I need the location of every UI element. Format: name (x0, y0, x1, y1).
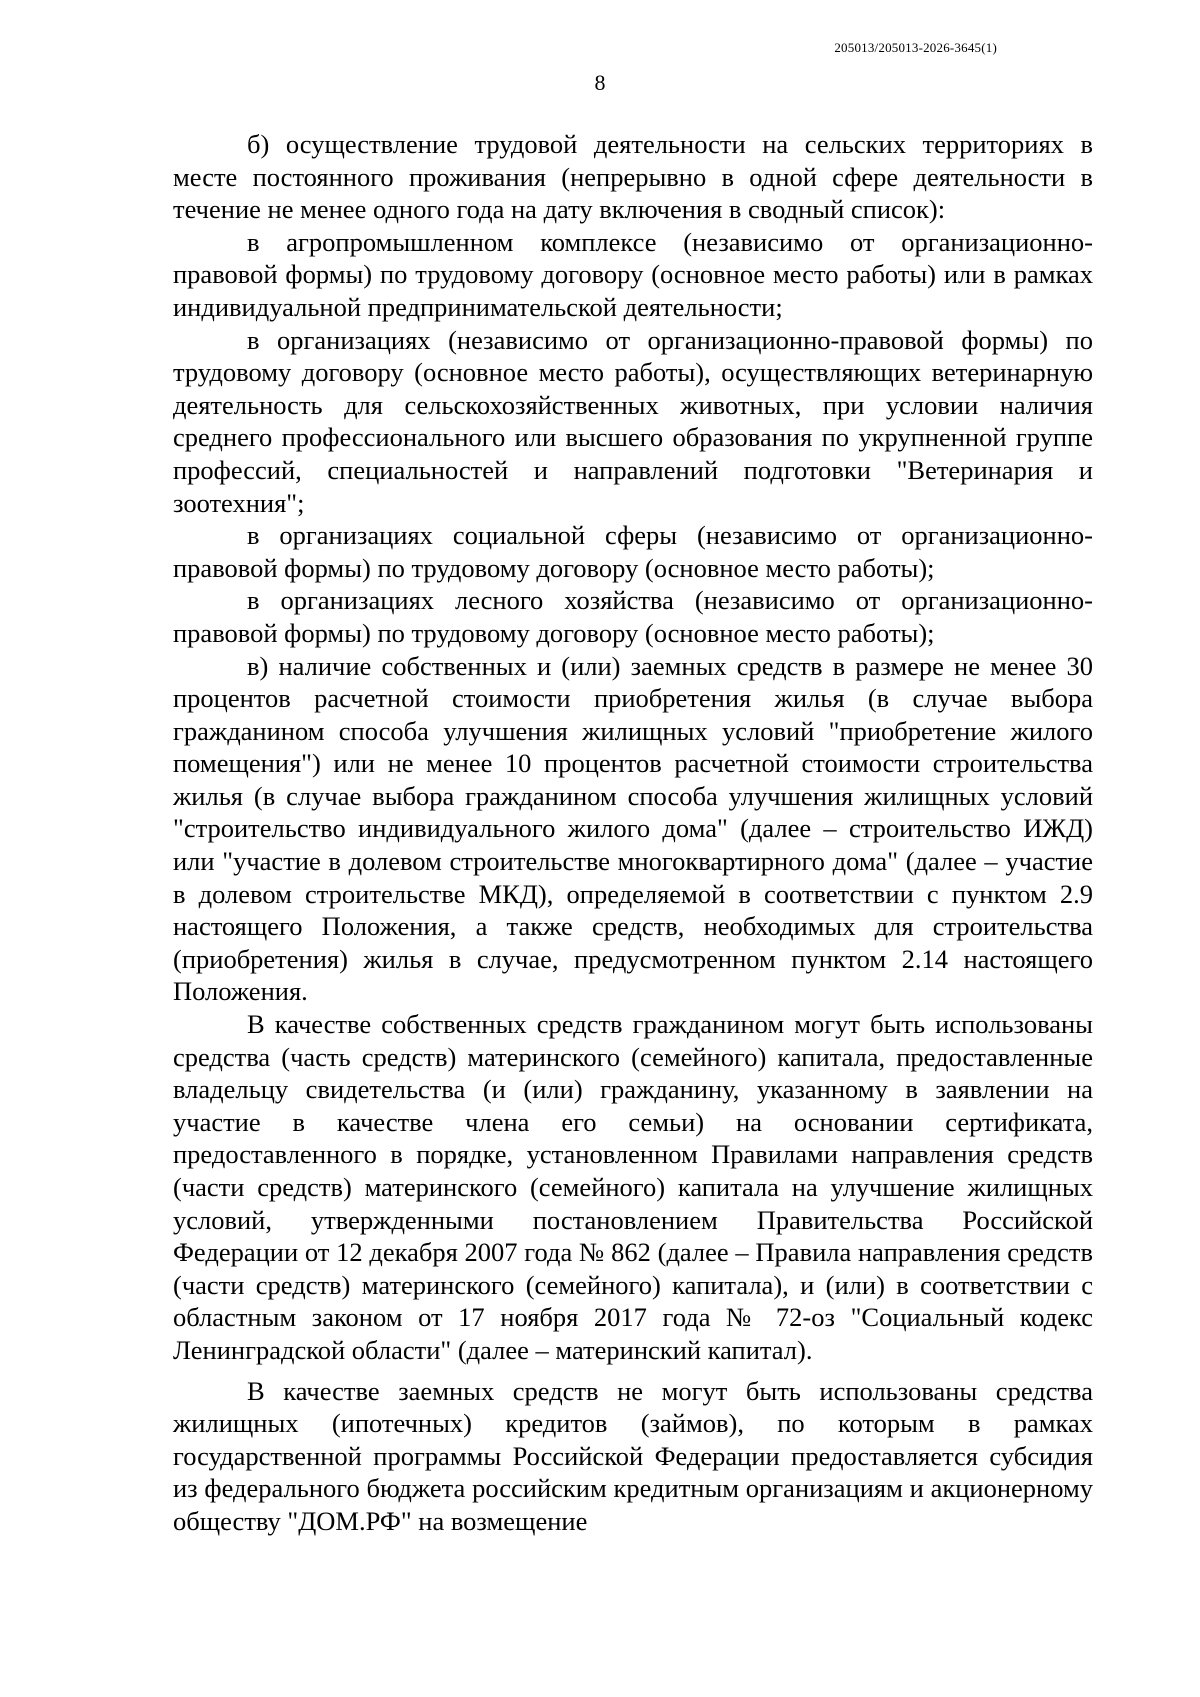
paragraph-borrowed-funds: В качестве заемных средств не могут быть использованы средства жилищных (ипотечных) кредитов (займов), по которым в рамках государственной программы Российской Федерации предоставляется субсидия из федерального бюджета российским кредитным организациям и акционерному обществу "ДОМ.РФ" на возмещение (173, 1375, 1093, 1536)
page-number: 8 (594, 70, 606, 95)
paragraph-social-sphere: в организациях социальной сферы (независимо от организационно-правовой формы) по трудовому договору (основное место работы); (173, 520, 1093, 583)
paragraph-veterinary-organizations: в организациях (независимо от организационно-правовой формы) по трудовому договору (основное место работы), осуществляющих ветеринарную деятельность для сельскохозяйственных животных, при условии наличия среднего профессионального или высшего образования по укрупненной группе профессий, специальностей и направлений подготовки "Ветеринария и зоотехния"; (173, 324, 1093, 518)
paragraph-item-v: в) наличие собственных и (или) заемных средств в размере не менее 30 процентов расчетной стоимости приобретения жилья (в случае выбора гражданином способа улучшения жилищных условий "приобретение жилого помещения") или не менее 10 процентов расчетной стоимости строительства жилья (в случае выбора гражданином способа улучшения жилищных условий "строительство индивидуального жилого дома" (далее – строительство ИЖД) или "участие в долевом строительстве многоквартирного дома" (далее – участие в долевом строительстве МКД), определяемой в соответствии с пунктом 2.9 настоящего Положения, а также средств, необходимых для строительства (приобретения) жилья в случае, предусмотренном пунктом 2.14 настоящего Положения. (173, 650, 1093, 1007)
paragraph-agro-complex: в агропромышленном комплексе (независимо от организационно-правовой формы) по трудовому договору (основное место работы) или в рамках индивидуальной предпринимательской деятельности; (173, 226, 1093, 322)
paragraph-item-b: б) осуществление трудовой деятельности на сельских территориях в месте постоянного проживания (непрерывно в одной сфере деятельности в течение не менее одного года на дату включения в сводный список): (173, 129, 1093, 225)
paragraph-forestry: в организациях лесного хозяйства (независимо от организационно-правовой формы) по трудовому договору (основное место работы); (173, 585, 1093, 648)
document-body (173, 128, 1093, 1538)
document-number: 205013/205013-2026-3645(1) (834, 40, 997, 55)
paragraph-maternity-capital: В качестве собственных средств гражданином могут быть использованы средства (часть средств) материнского (семейного) капитала, предоставленные владельцу свидетельства (и (или) гражданину, указанному в заявлении на участие в качестве члена его семьи) на основании сертификата, предоставленного в порядке, установленном Правилами направления средств (части средств) материнского (семейного) капитала на улучшение жилищных условий, утвержденными постановлением Правительства Российской Федерации от 12 декабря 2007 года № 862 (далее – Правила направления средств (части средств) материнского (семейного) капитала), и (или) в соответствии с областным законом от 17 ноября 2017 года № 72-оз "Социальный кодекс Ленинградской области" (далее – материнский капитал). (173, 1009, 1093, 1365)
